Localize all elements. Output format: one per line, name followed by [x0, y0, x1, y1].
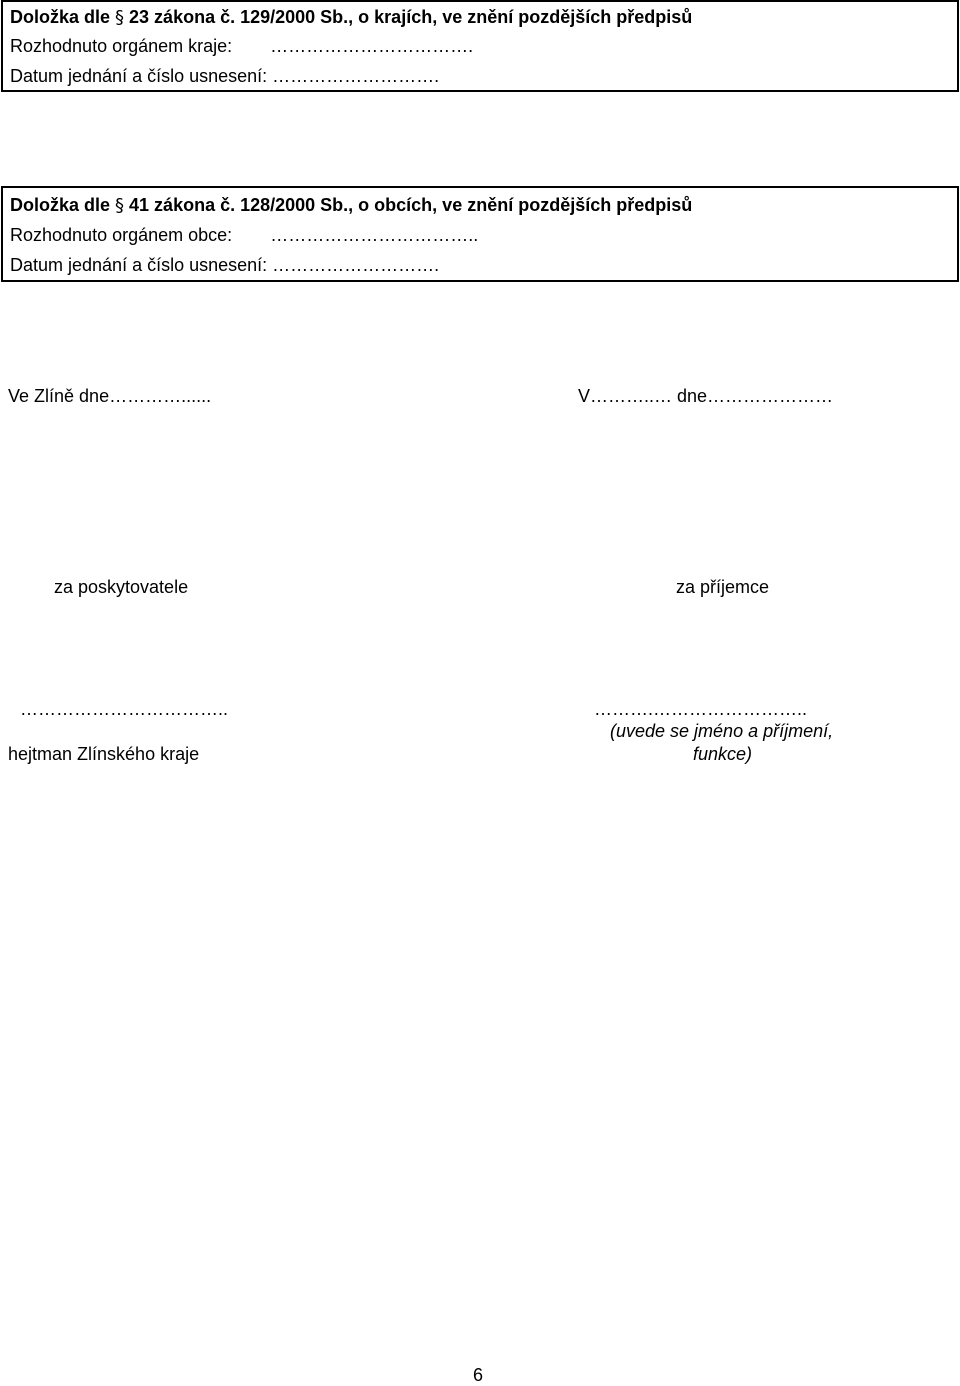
- page-number: 6: [473, 1365, 484, 1385]
- section-sign: §: [115, 195, 125, 216]
- heading-prefix: Doložka dle: [10, 195, 116, 215]
- right-signatory-note-line1: (uvede se jméno a příjmení,: [610, 721, 834, 741]
- right-signature-line: ……….……………………..: [594, 699, 808, 719]
- left-place-date: Ve Zlíně dne…………......: [8, 386, 212, 406]
- meeting-date-label: Datum jednání a číslo usnesení:: [10, 66, 268, 86]
- decided-by-row: [10, 35, 473, 57]
- decided-by-value: …………………………….: [270, 36, 474, 56]
- meeting-date-row: [10, 254, 439, 276]
- meeting-date-label: Datum jednání a číslo usnesení:: [10, 255, 268, 275]
- right-party-label: za příjemce: [676, 577, 770, 597]
- decided-by-row: [10, 224, 478, 246]
- clause-box-regions: [1, 0, 959, 92]
- meeting-date-value: ……………………….: [272, 66, 440, 86]
- left-party-label: za poskytovatele: [54, 577, 189, 597]
- decided-by-label: Rozhodnuto orgánem obce:: [10, 225, 233, 245]
- heading-text: 23 zákona č. 129/2000 Sb., o krajích, ve znění pozdějších předpisů: [124, 7, 693, 27]
- decided-by-value: ……………………………..: [270, 225, 479, 245]
- heading-text: 41 zákona č. 128/2000 Sb., o obcích, ve znění pozdějších předpisů: [124, 195, 693, 215]
- clause-heading: [10, 194, 692, 217]
- decided-by-label: Rozhodnuto orgánem kraje:: [10, 36, 233, 56]
- section-sign: §: [115, 7, 125, 28]
- meeting-date-value: ……………………….: [272, 255, 440, 275]
- left-signatory-role: hejtman Zlínského kraje: [8, 744, 200, 764]
- right-signatory-note-line2: funkce): [693, 744, 753, 764]
- clause-box-municipalities: [1, 186, 959, 282]
- left-signature-line: ……………………………..: [20, 699, 229, 719]
- heading-prefix: Doložka dle: [10, 7, 116, 27]
- right-place-date: V………..… dne…………………: [578, 386, 834, 406]
- clause-heading: [10, 6, 692, 29]
- meeting-date-row: [10, 65, 439, 87]
